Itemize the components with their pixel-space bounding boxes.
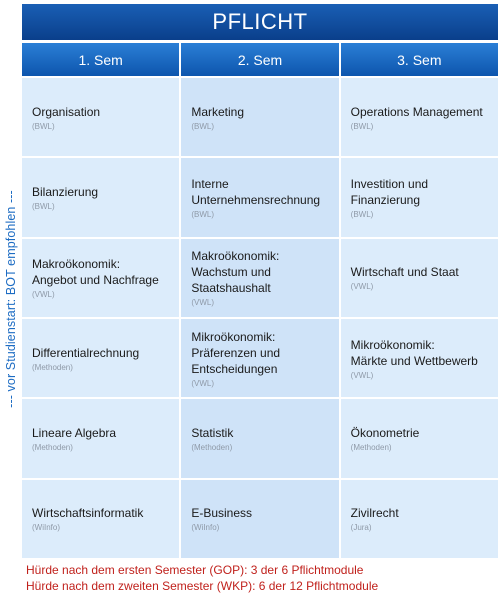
module-name: Makroökonomik: Wachstum und Staatshaushalt	[191, 249, 280, 296]
module-cell	[341, 158, 498, 236]
module-name: Ökonometrie	[350, 425, 420, 440]
semester-header-row	[22, 43, 498, 76]
module-cell	[22, 480, 179, 558]
semester-header: 3. Sem	[341, 43, 498, 76]
module-name: Zivilrecht	[350, 506, 399, 521]
module-name: Investition und Finanzierung	[350, 176, 429, 207]
module-name: Operations Management	[350, 104, 483, 119]
module-name: Wirtschaft und Staat	[350, 265, 459, 280]
note-wkp: Hürde nach dem zweiten Semester (WKP): 6 der 12 Pflichtmodule	[26, 579, 379, 593]
module-name: Statistik	[191, 425, 234, 440]
module-cell	[22, 78, 179, 156]
module-cell	[181, 158, 338, 236]
module-name: Wirtschaftsinformatik	[32, 506, 144, 521]
module-name: Mikroökonomik: Märkte und Wettbewerb	[350, 337, 478, 368]
module-name: E-Business	[191, 506, 253, 521]
module-category: (Methoden)	[32, 362, 73, 372]
module-category: (BWL)	[350, 121, 374, 131]
module-category: (Methoden)	[191, 442, 233, 452]
module-category: (Methoden)	[350, 442, 392, 452]
module-cell	[341, 319, 498, 397]
module-cell	[22, 158, 179, 236]
module-category: (WiInfo)	[32, 523, 60, 533]
module-cell	[22, 239, 179, 317]
module-cell	[341, 239, 498, 317]
module-name: Differentialrechnung	[32, 345, 140, 360]
module-name: Bilanzierung	[32, 184, 99, 199]
module-category: (VWL)	[350, 370, 374, 380]
module-cell	[341, 78, 498, 156]
module-category: (BWL)	[32, 201, 55, 211]
module-category: (BWL)	[350, 209, 374, 219]
side-label-bar	[2, 40, 20, 558]
module-cell	[181, 480, 338, 558]
module-cell	[22, 319, 179, 397]
notes	[26, 562, 496, 594]
semester-header: 1. Sem	[22, 43, 181, 76]
module-cell	[341, 480, 498, 558]
module-category: (VWL)	[350, 282, 374, 292]
module-name: Makroökonomik: Angebot und Nachfrage	[32, 257, 159, 288]
module-cell	[22, 399, 179, 477]
module-category: (VWL)	[191, 298, 214, 308]
module-cell	[181, 78, 338, 156]
module-name: Interne Unternehmensrechnung	[191, 176, 321, 207]
module-name: Marketing	[191, 104, 245, 119]
module-name: Organisation	[32, 104, 101, 119]
module-grid	[22, 78, 498, 558]
note-gop: Hürde nach dem ersten Semester (GOP): 3 der 6 Pflichtmodule	[26, 563, 364, 577]
module-category: (Methoden)	[32, 442, 73, 452]
module-category: (WiInfo)	[191, 523, 220, 533]
module-category: (Jura)	[350, 523, 372, 533]
semester-header: 2. Sem	[181, 43, 340, 76]
module-cell	[341, 399, 498, 477]
module-name: Mikroökonomik: Präferenzen und Entscheidungen	[191, 329, 281, 376]
page-title: PFLICHT	[22, 4, 498, 40]
module-name: Lineare Algebra	[32, 425, 117, 440]
module-category: (VWL)	[191, 378, 214, 388]
module-category: (BWL)	[32, 121, 55, 131]
side-label: --- vor Studienstart: BOT empfohlen ---	[4, 190, 19, 408]
module-cell	[181, 399, 338, 477]
module-category: (VWL)	[32, 290, 55, 300]
module-cell	[181, 319, 338, 397]
module-category: (BWL)	[191, 209, 214, 219]
module-category: (BWL)	[191, 121, 214, 131]
module-cell	[181, 239, 338, 317]
